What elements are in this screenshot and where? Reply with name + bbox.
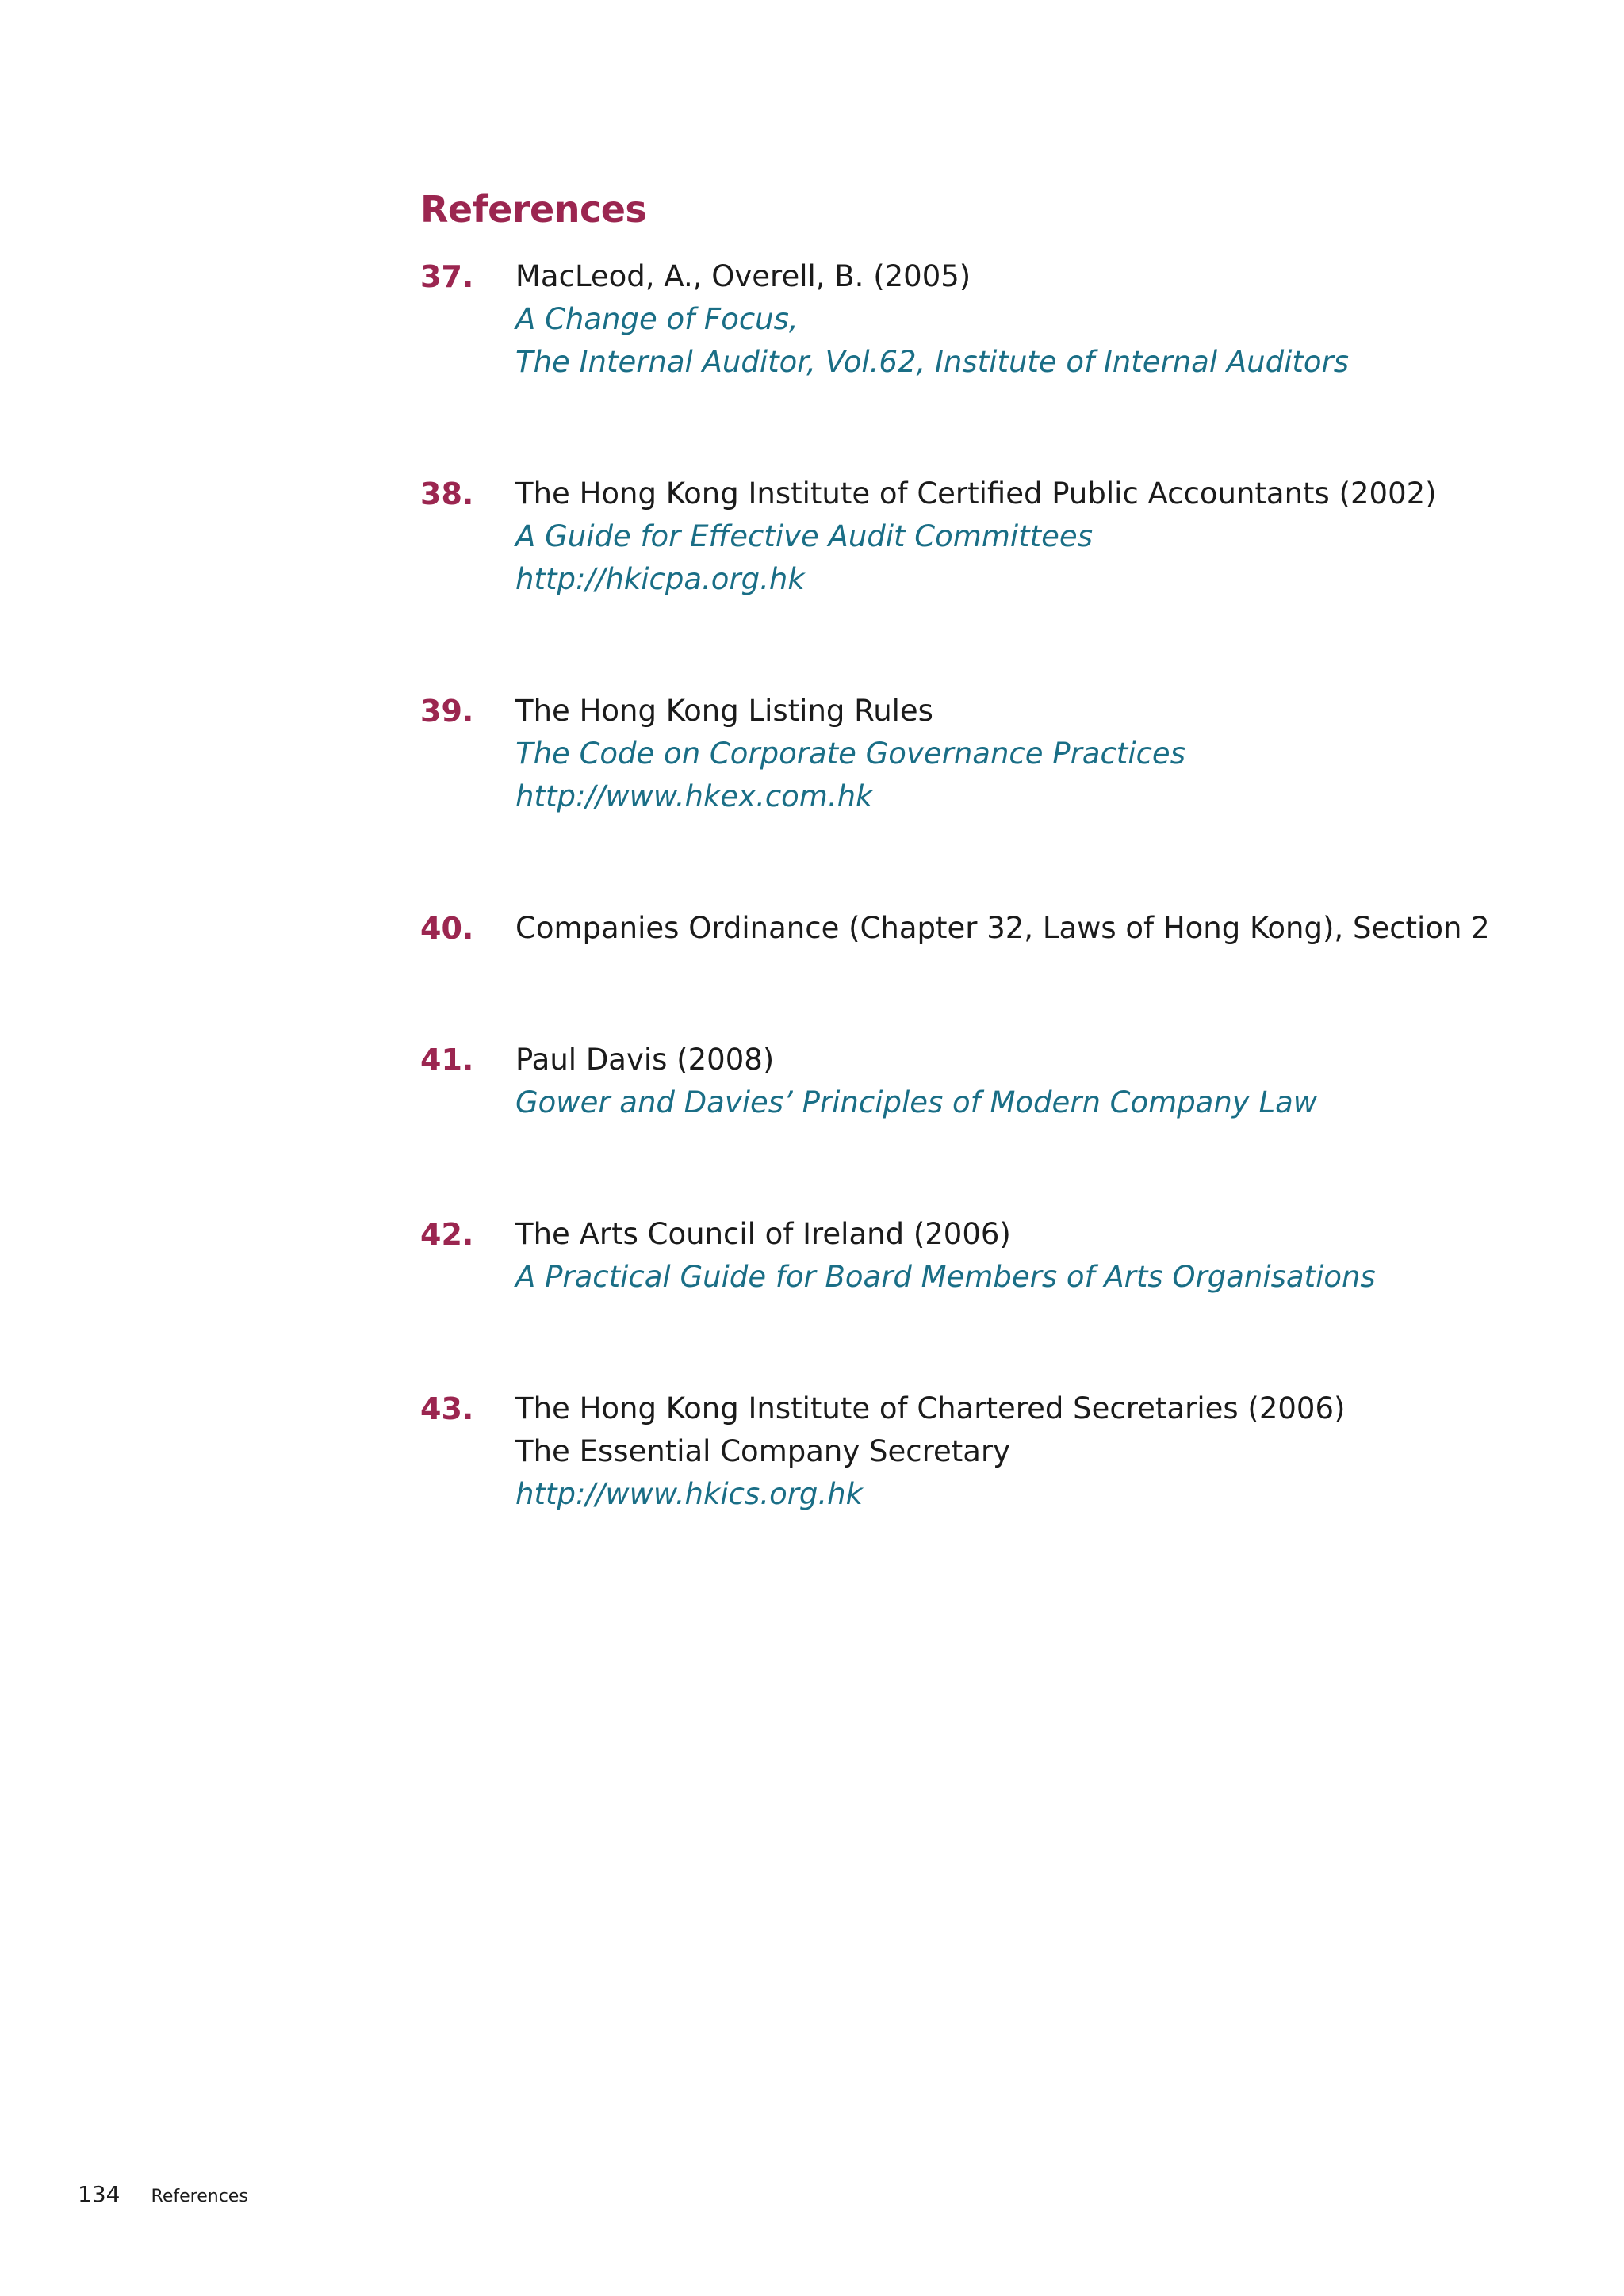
reference-title-line: http://hkicpa.org.hk: [515, 562, 805, 596]
reference-source-line: The Hong Kong Institute of Chartered Secretaries (2006): [515, 1391, 1346, 1425]
reference-text: [515, 473, 1578, 601]
page-title: References: [420, 188, 647, 231]
reference-title-line: A Change of Focus,: [515, 302, 799, 336]
reference-title-line: The Code on Corporate Governance Practices: [515, 737, 1185, 771]
reference-text: [515, 1387, 1578, 1516]
reference-source-line: The Hong Kong Listing Rules: [515, 694, 933, 728]
reference-number: 42.: [420, 1217, 474, 1252]
reference-source-line: The Arts Council of Ireland (2006): [515, 1217, 1011, 1251]
reference-entry: [420, 1039, 1578, 1124]
reference-text: [515, 255, 1578, 384]
reference-entry: [420, 907, 1578, 950]
reference-number: 43.: [420, 1391, 474, 1426]
reference-text: [515, 1213, 1578, 1299]
reference-entry: [420, 255, 1578, 384]
reference-number: 41.: [420, 1043, 474, 1077]
reference-text: [515, 1039, 1578, 1124]
reference-text: [515, 690, 1578, 818]
reference-title-line: http://www.hkex.com.hk: [515, 779, 873, 813]
reference-source-line: The Essential Company Secretary: [515, 1434, 1011, 1468]
reference-entry: [420, 1213, 1578, 1299]
reference-number: 38.: [420, 476, 474, 511]
reference-source-line: Paul Davis (2008): [515, 1043, 775, 1077]
reference-title-line: A Practical Guide for Board Members of Arts Organisations: [515, 1260, 1376, 1294]
reference-title-line: Gower and Davies’ Principles of Modern Company Law: [515, 1085, 1318, 1119]
reference-title-line: http://www.hkics.org.hk: [515, 1477, 864, 1511]
reference-number: 40.: [420, 911, 474, 946]
footer-section-label: References: [151, 2187, 248, 2206]
reference-source-line: MacLeod, A., Overell, B. (2005): [515, 259, 971, 293]
reference-title-line: The Internal Auditor, Vol.62, Institute of Internal Auditors: [515, 345, 1350, 379]
reference-title-line: A Guide for Effective Audit Committees: [515, 519, 1093, 553]
reference-number: 39.: [420, 694, 474, 729]
reference-source-line: Companies Ordinance (Chapter 32, Laws of Hong Kong), Section 2: [515, 911, 1490, 945]
reference-entry: [420, 1387, 1578, 1516]
reference-number: 37.: [420, 259, 474, 294]
reference-text: [515, 907, 1578, 950]
reference-entry: [420, 690, 1578, 818]
footer-page-number: 134: [78, 2181, 121, 2207]
reference-entry: [420, 473, 1578, 601]
references-list: [420, 255, 1578, 1516]
page-footer: [78, 2179, 248, 2210]
reference-source-line: The Hong Kong Institute of Certified Public Accountants (2002): [515, 476, 1437, 511]
